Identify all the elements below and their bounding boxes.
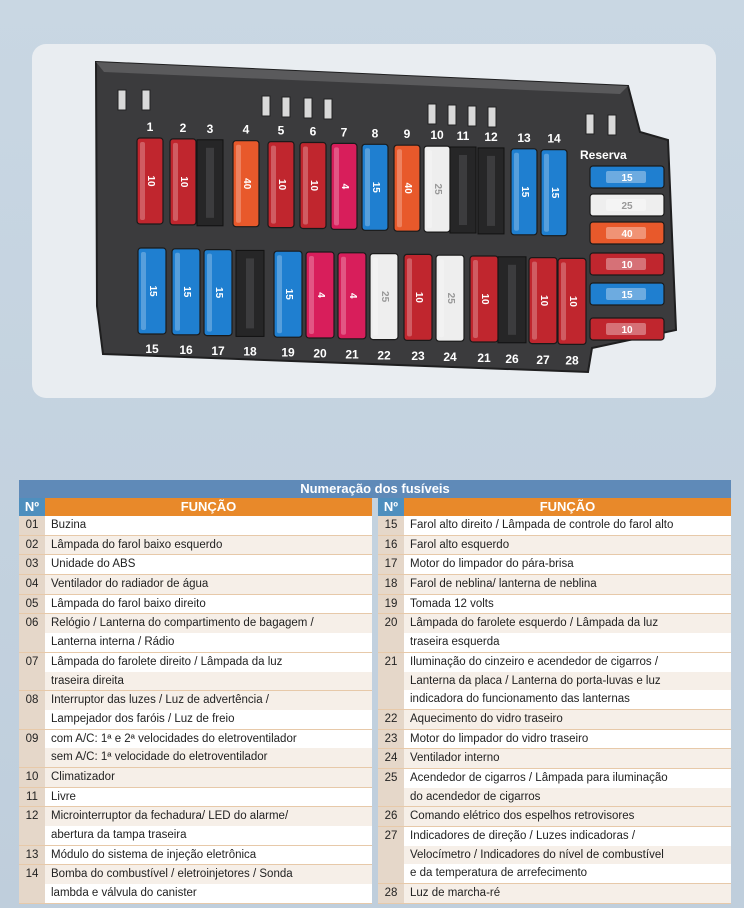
fuse-function-line: Velocímetro / Indicadores do nível de combustível [404, 846, 731, 865]
fuse-function [45, 846, 372, 865]
fuse-number: 23 [378, 730, 404, 749]
connector-slot [282, 97, 290, 117]
connector-slot [448, 105, 456, 125]
fuse-number: 09 [19, 730, 45, 767]
table-row [378, 749, 731, 769]
fuse-number: 11 [19, 788, 45, 807]
connector-slot [324, 99, 332, 119]
fuse-amperage: 15 [181, 286, 192, 298]
fuse-amperage: 10 [479, 293, 490, 305]
fuse-label: 4 [242, 122, 250, 137]
fuse-amperage: 4 [347, 293, 358, 299]
connector-slot [142, 90, 150, 110]
fuse-label: 24 [443, 350, 457, 365]
connector-slot [262, 96, 270, 116]
table-row [19, 536, 372, 556]
fuse-function [404, 653, 731, 709]
fuse-function [45, 595, 372, 614]
fuse-function-line: Luz de marcha-ré [404, 884, 731, 903]
fuse-function-line: Aquecimento do vidro traseiro [404, 710, 731, 729]
fuse-amperage: 10 [538, 295, 549, 307]
fuse-label: 15 [145, 342, 159, 356]
connector-slot [586, 114, 594, 134]
table-header [19, 498, 372, 516]
fuse-label: 2 [179, 120, 187, 135]
table-row [19, 846, 372, 866]
fuse-number: 06 [19, 614, 45, 651]
top-fuse-row [137, 138, 567, 236]
reserve-fuse-amperage: 10 [621, 325, 633, 336]
fuse-amperage: 15 [519, 186, 530, 198]
table-row [19, 555, 372, 575]
table-row [378, 827, 731, 884]
fuse-function-line: Buzina [45, 516, 372, 535]
fuse-number: 19 [378, 595, 404, 614]
fuse-function-line: sem A/C: 1ª velocidade do eletroventilador [45, 748, 372, 767]
fuse-function [404, 516, 731, 535]
fuse-highlight [561, 262, 566, 340]
table-row [378, 536, 731, 556]
reserve-fuse-amperage: 10 [621, 260, 633, 271]
fuse-highlight [141, 252, 146, 330]
fuse-label: 20 [313, 346, 327, 361]
fuse-number: 25 [378, 769, 404, 806]
fuse-number: 26 [378, 807, 404, 826]
fuse-highlight [373, 258, 378, 336]
fuse-function-line: Livre [45, 788, 372, 807]
fuse-amperage: 15 [283, 288, 294, 300]
connector-slot [428, 104, 436, 124]
table-row [19, 516, 372, 536]
fuse-function-line: Lâmpada do farolete direito / Lâmpada da luz [45, 653, 372, 672]
table-row [19, 788, 372, 808]
fuse-function-line: Ventilador do radiador de água [45, 575, 372, 594]
fuse-amperage: 15 [549, 187, 560, 199]
fuse-number: 04 [19, 575, 45, 594]
fuse-highlight [407, 258, 412, 336]
fuse-function-line: Ventilador interno [404, 749, 731, 768]
fuse-function-line: Tomada 12 volts [404, 595, 731, 614]
fuse-function [404, 884, 731, 903]
fuse-amperage: 10 [145, 175, 156, 187]
fuse-function [404, 536, 731, 555]
fuse-amperage: 40 [241, 178, 252, 190]
fuse-number: 14 [19, 865, 45, 902]
fuse-amperage: 10 [413, 291, 424, 303]
fuse-highlight [277, 255, 282, 333]
fuse-highlight [175, 253, 180, 331]
fuse-function-line: traseira esquerda [404, 633, 731, 652]
fuse-number: 12 [19, 807, 45, 844]
fuse-function [404, 730, 731, 749]
fuse-label: 5 [277, 123, 285, 138]
fuse-function-line: abertura da tampa traseira [45, 826, 372, 845]
fuse-amperage: 15 [370, 181, 381, 193]
table-row [378, 710, 731, 730]
fuse-amperage: 15 [147, 285, 158, 297]
fuse-label: 10 [430, 128, 444, 143]
table-row [19, 575, 372, 595]
table-right-column [378, 498, 731, 904]
table-row [19, 807, 372, 845]
fuse-function-line: Lanterna da placa / Lanterna do porta-luvas e luz [404, 672, 731, 691]
fuse-function [404, 827, 731, 883]
table-row [19, 691, 372, 729]
fuse-number: 05 [19, 595, 45, 614]
func-header: FUNÇÃO [539, 499, 596, 514]
fuse-function-line: Unidade do ABS [45, 555, 372, 574]
empty-fuse-slot-inner [206, 148, 214, 218]
fuse-amperage: 10 [178, 176, 189, 188]
reserve-label: Reserva [580, 148, 627, 162]
fuse-function-line: lambda e válvula do canister [45, 884, 372, 903]
fuse-number: 15 [378, 516, 404, 535]
fuse-label: 18 [243, 344, 257, 359]
fuse-number: 03 [19, 555, 45, 574]
connector-slot [608, 115, 616, 135]
table-row [19, 865, 372, 903]
table-row [19, 614, 372, 652]
fuse-number: 22 [378, 710, 404, 729]
fuse-label: 17 [211, 343, 225, 358]
table-row [378, 575, 731, 595]
fuse-function-line: Motor do limpador do vidro traseiro [404, 730, 731, 749]
fuse-number: 28 [378, 884, 404, 903]
table-row [19, 595, 372, 615]
fuse-label: 21 [477, 351, 491, 365]
fuse-function-line: Lâmpada do farol baixo direito [45, 595, 372, 614]
fuse-number: 18 [378, 575, 404, 594]
fuse-number: 13 [19, 846, 45, 865]
reserve-fuse-amperage: 15 [621, 290, 633, 301]
fuse-highlight [309, 256, 314, 334]
fuse-amperage: 15 [213, 287, 224, 299]
fuse-function-line: Lampejador dos faróis / Luz de freio [45, 710, 372, 729]
table-row [378, 769, 731, 807]
fuse-label: 14 [547, 131, 561, 146]
fuse-function-line: Motor do limpador do pára-brisa [404, 555, 731, 574]
func-header: FUNÇÃO [180, 499, 237, 514]
fuse-number: 16 [378, 536, 404, 555]
fuse-function-line: Farol alto direito / Lâmpada de controle do farol alto [404, 516, 731, 535]
fuse-amperage: 25 [432, 183, 443, 195]
table-row [378, 614, 731, 652]
fuse-label: 28 [565, 353, 579, 368]
fuse-amperage: 10 [308, 179, 319, 192]
fuse-number: 07 [19, 653, 45, 690]
table-row [378, 884, 731, 904]
fuse-function-line: Lanterna interna / Rádio [45, 633, 372, 652]
table-left-column [19, 498, 372, 904]
fuse-function-line: Lâmpada do farolete esquerdo / Lâmpada da luz [404, 614, 731, 633]
fuse-number: 08 [19, 691, 45, 728]
fuse-function [45, 516, 372, 535]
fuse-function-line: indicadora do funcionamento das lanternas [404, 690, 731, 709]
num-header: Nº [378, 498, 404, 516]
table-columns [19, 498, 731, 904]
table-row [378, 730, 731, 750]
fuse-function [404, 769, 731, 806]
fuse-number: 01 [19, 516, 45, 535]
fuse-highlight [365, 148, 370, 226]
connector-slot [468, 106, 476, 126]
empty-fuse-slot-inner [246, 258, 254, 328]
table-row [378, 516, 731, 536]
fuse-amperage: 10 [276, 179, 287, 191]
fuse-function-line: Indicadores de direção / Luzes indicadoras / [404, 827, 731, 846]
reserve-fuse-amperage: 40 [621, 229, 633, 240]
fuse-function [404, 710, 731, 729]
fuse-function [404, 595, 731, 614]
table-row [19, 730, 372, 768]
fuse-amperage: 25 [379, 291, 390, 303]
table-row [19, 768, 372, 788]
fuse-highlight [514, 153, 519, 231]
fuse-highlight [236, 145, 241, 223]
fuse-function-line: do acendedor de cigarros [404, 788, 731, 807]
fuse-function-line: Relógio / Lanterna do compartimento de bagagem / [45, 614, 372, 633]
fuse-function-line: Farol alto esquerdo [404, 536, 731, 555]
fuse-amperage: 40 [402, 182, 413, 194]
fuse-label: 21 [345, 347, 359, 362]
fuse-function [45, 653, 372, 690]
fuse-label: 6 [309, 124, 317, 139]
table-row [378, 595, 731, 615]
fuse-number: 21 [378, 653, 404, 709]
table-header [378, 498, 731, 516]
fuse-function [45, 691, 372, 728]
connector-slot [118, 90, 126, 110]
empty-fuse-slot-inner [487, 156, 495, 226]
fuse-highlight [140, 142, 145, 220]
table-row [378, 653, 731, 710]
fuse-label: 1 [146, 120, 154, 134]
fuse-highlight [207, 254, 212, 332]
fuse-function-line: com A/C: 1ª e 2ª velocidades do eletroventilador [45, 730, 372, 749]
fuse-amperage: 25 [445, 292, 456, 304]
fuse-function [404, 614, 731, 651]
fuse-label: 26 [505, 351, 519, 366]
fuse-function [45, 768, 372, 787]
fuse-function-line: Comando elétrico dos espelhos retrovisores [404, 807, 731, 826]
reserve-fuse-amperage: 25 [621, 201, 633, 212]
fuse-function [404, 555, 731, 574]
fuse-label: 22 [377, 348, 391, 363]
fuse-highlight [271, 146, 276, 224]
fuse-function [45, 730, 372, 767]
fuse-highlight [397, 149, 402, 227]
fuse-label: 8 [371, 126, 379, 141]
fuse-label: 23 [411, 349, 425, 364]
fuse-highlight [303, 147, 308, 225]
fuse-function [45, 788, 372, 807]
fuse-highlight [173, 143, 178, 221]
fuse-highlight [439, 259, 444, 337]
reserve-fuse-amperage: 15 [621, 173, 633, 184]
fuse-highlight [341, 257, 346, 335]
fuse-function-line: Farol de neblina/ lanterna de neblina [404, 575, 731, 594]
fuse-function-line: Iluminação do cinzeiro e acendedor de cigarros / [404, 653, 731, 672]
fuse-number: 24 [378, 749, 404, 768]
fuse-amperage: 4 [315, 292, 326, 298]
fuse-function-line: Interruptor das luzes / Luz de advertência / [45, 691, 372, 710]
fuse-highlight [473, 260, 478, 338]
fuse-function [45, 865, 372, 902]
table-row [19, 653, 372, 691]
fuse-function [45, 536, 372, 555]
fuse-function [45, 555, 372, 574]
fuse-amperage: 10 [567, 295, 578, 307]
fuse-label: 16 [179, 342, 193, 357]
fuse-function-line: Bomba do combustível / eletroinjetores / Sonda [45, 865, 372, 884]
table-title: Numeração dos fusíveis [19, 480, 731, 498]
fuse-box-diagram [0, 0, 744, 420]
fuse-function [45, 614, 372, 651]
fuse-function [404, 575, 731, 594]
fuse-number: 02 [19, 536, 45, 555]
bottom-fuse-row [138, 248, 586, 344]
table-row [378, 555, 731, 575]
fuse-function-line: e da temperatura de arrefecimento [404, 864, 731, 883]
fuse-label: 9 [403, 127, 411, 142]
fuse-function-line: Acendedor de cigarros / Lâmpada para iluminação [404, 769, 731, 788]
fuse-number: 27 [378, 827, 404, 883]
empty-fuse-slot-inner [459, 155, 467, 225]
fuse-label: 27 [536, 352, 550, 367]
fuse-function [404, 749, 731, 768]
fuse-label: 11 [456, 129, 470, 143]
fuse-highlight [427, 150, 432, 228]
fuse-function [404, 807, 731, 826]
fuse-label: 12 [484, 129, 498, 144]
fuse-function-line: Climatizador [45, 768, 372, 787]
fuse-number: 10 [19, 768, 45, 787]
fuse-highlight [334, 147, 339, 225]
fuse-highlight [544, 154, 549, 232]
table-row [378, 807, 731, 827]
fuse-function [45, 575, 372, 594]
fuse-label: 13 [517, 130, 531, 145]
fuse-number: 17 [378, 555, 404, 574]
connector-slot [488, 107, 496, 127]
empty-fuse-slot-inner [508, 265, 516, 335]
fuse-table [19, 480, 731, 904]
fuse-function-line: Microinterruptor da fechadura/ LED do alarme/ [45, 807, 372, 826]
fuse-label: 3 [206, 121, 214, 136]
fuse-highlight [532, 262, 537, 340]
fuse-function-line: Lâmpada do farol baixo esquerdo [45, 536, 372, 555]
fuse-label: 19 [281, 345, 295, 360]
connector-slot [304, 98, 312, 118]
num-header: Nº [19, 498, 45, 516]
fuse-function-line: traseira direita [45, 672, 372, 691]
fuse-function-line: Módulo do sistema de injeção eletrônica [45, 846, 372, 865]
fuse-function [45, 807, 372, 844]
fuse-label: 7 [340, 125, 348, 140]
fuse-amperage: 4 [339, 183, 350, 190]
fuse-number: 20 [378, 614, 404, 651]
